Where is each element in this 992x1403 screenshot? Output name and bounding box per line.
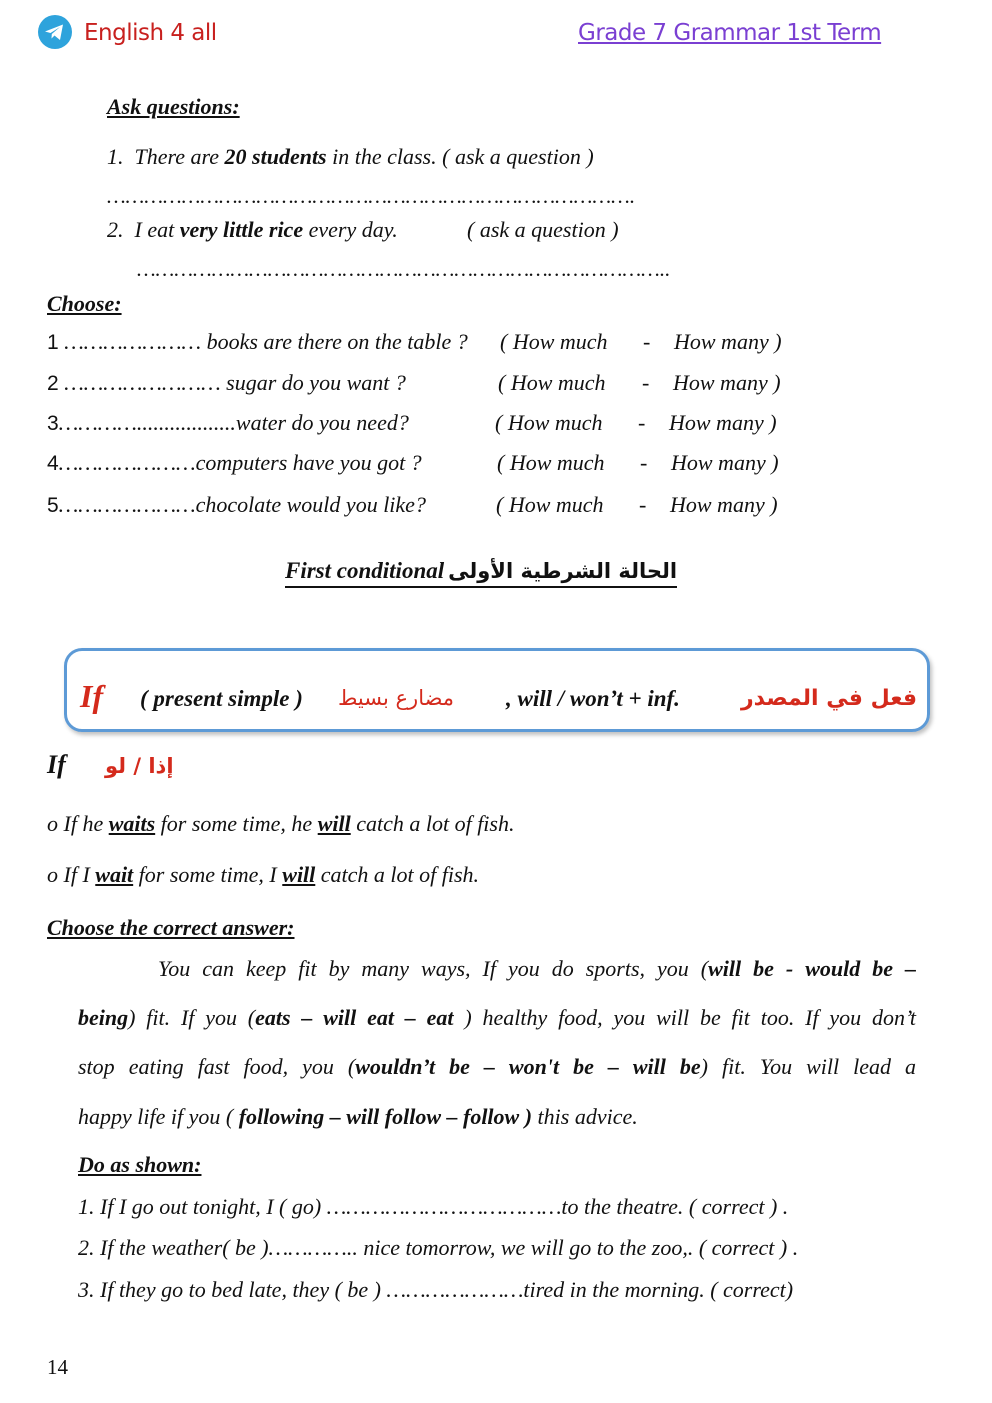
formula-if: If [80,678,104,714]
example-text: for some time, I [133,862,283,887]
formula-inf-ar: فعل في المصدر [741,686,918,711]
choose-item-3 [47,410,409,436]
choose-item-5 [47,492,426,518]
choose-option-2: How many ) [674,329,782,354]
example-2 [47,862,479,888]
choose-dash: - [640,450,648,475]
q2-bold: very little rice [179,217,304,242]
paragraph-line-2 [78,1005,916,1031]
choose-option-1: ( How much [496,492,604,517]
q2-text-pre: I eat [134,217,180,242]
example-verb: waits [108,811,156,836]
paragraph-text: ) fit. If you ( [128,1005,256,1030]
section-title-ar: الحالة الشرطية الأولى [448,559,678,583]
answer-line-2: ………………………………………………………………………….. [137,257,671,281]
section-title-en: First conditional [285,558,445,583]
example-text: catch a lot of fish. [315,862,480,887]
section-title [285,558,677,588]
q1-text-post: in the class. ( ask a question ) [326,144,594,169]
paragraph-text: ) fit. You will lead a [700,1054,916,1079]
formula-will: , will / won’t + inf. [506,686,680,711]
q1-bold: 20 students [224,144,327,169]
choose-dash: - [639,492,647,517]
choose-option-2: How many ) [673,370,781,395]
choose-dash: - [642,370,650,395]
answer-line-1: …………………………………………………………………………. [107,184,636,208]
do-as-shown-heading: Do as shown: [78,1152,202,1177]
page-title: Grade 7 Grammar 1st Term [578,20,882,46]
choose-heading: Choose: [47,291,122,316]
choose-item-4 [47,450,422,476]
ask-question-2 [107,217,398,243]
choose-option-1: ( How much [497,450,605,475]
formula-present: ( present simple ) [140,686,303,711]
choose-option-1: ( How much [500,329,608,354]
shown-item-1: 1. If I go out tonight, I ( go) ………………………………to the theatre. ( correct ) . [78,1194,789,1219]
if-label-ar: إذا / لو [105,754,174,778]
example-text: o If he [47,811,109,836]
example-text: catch a lot of fish. [350,811,515,836]
choose-item-2 [47,370,406,396]
choose-dash: - [638,410,646,435]
shown-item-3: 3. If they go to bed late, they ( be ) …………………tired in the morning. ( correct) [78,1277,794,1302]
paragraph-text: this advice. [532,1104,638,1129]
choose-item-number: 1 [47,331,59,354]
example-1 [47,811,514,837]
choose-item-text: …………………computers have you got ? [58,450,422,475]
q2-text-post: every day. [303,217,398,242]
example-text: for some time, he [155,811,318,836]
paragraph-choice: eats – will eat – eat [255,1005,454,1030]
shown-item-2: 2. If the weather( be )………….. nice tomorrow, we will go to the zoo,. ( correct ) . [78,1235,799,1260]
example-will: will [317,811,351,836]
choose-item-number: 3 [47,412,59,435]
choose-option-1: ( How much [498,370,606,395]
ask-question-1 [107,144,594,170]
paragraph-text: stop eating fast food, you ( [78,1054,356,1079]
example-text: o If I [47,862,96,887]
paragraph-choice: will be - would be – [708,956,916,981]
choose-item-text: …………..................water do you need? [58,410,409,435]
q2-number: 2. [107,217,124,242]
q1-number: 1. [107,144,124,169]
choose-item-number: 5 [47,494,59,517]
ask-questions-heading: Ask questions: [107,94,240,119]
page-number: 14 [47,1355,68,1379]
example-verb: wait [95,862,134,887]
choose-option-2: How many ) [670,492,778,517]
paragraph-line-1 [158,956,916,982]
example-will: will [282,862,316,887]
paragraph-text: ) healthy food, you will be fit too. If you don’t [453,1005,917,1030]
correct-answer-heading: Choose the correct answer: [47,915,295,940]
paragraph-choice: following – will follow – follow ) [238,1104,533,1129]
paragraph-choice: being [78,1005,129,1030]
choose-option-2: How many ) [671,450,779,475]
q2-tail: ( ask a question ) [467,217,619,242]
paragraph-text: happy life if you ( [78,1104,239,1129]
paragraph-text: You can keep fit by many ways, If you do sports, you ( [158,956,709,981]
telegram-icon [38,15,72,49]
choose-item-number: 4 [47,452,59,475]
choose-item-text: ………………… books are there on the table ? [58,329,468,354]
formula-present-ar: مضارع بسيط [338,686,455,710]
choose-item-number: 2 [47,372,59,395]
brand-title: English 4 all [84,20,217,46]
paragraph-choice: wouldn’t be – won't be – will be [355,1054,701,1079]
choose-item-text: …………………… sugar do you want ? [58,370,406,395]
if-label: If [47,750,66,779]
choose-dash: - [643,329,651,354]
paragraph-line-3 [78,1054,916,1080]
choose-option-1: ( How much [495,410,603,435]
choose-item-1 [47,329,468,355]
choose-item-text: …………………chocolate would you like? [58,492,426,517]
paragraph-line-4 [78,1104,638,1130]
choose-option-2: How many ) [669,410,777,435]
q1-text-pre: There are [134,144,225,169]
